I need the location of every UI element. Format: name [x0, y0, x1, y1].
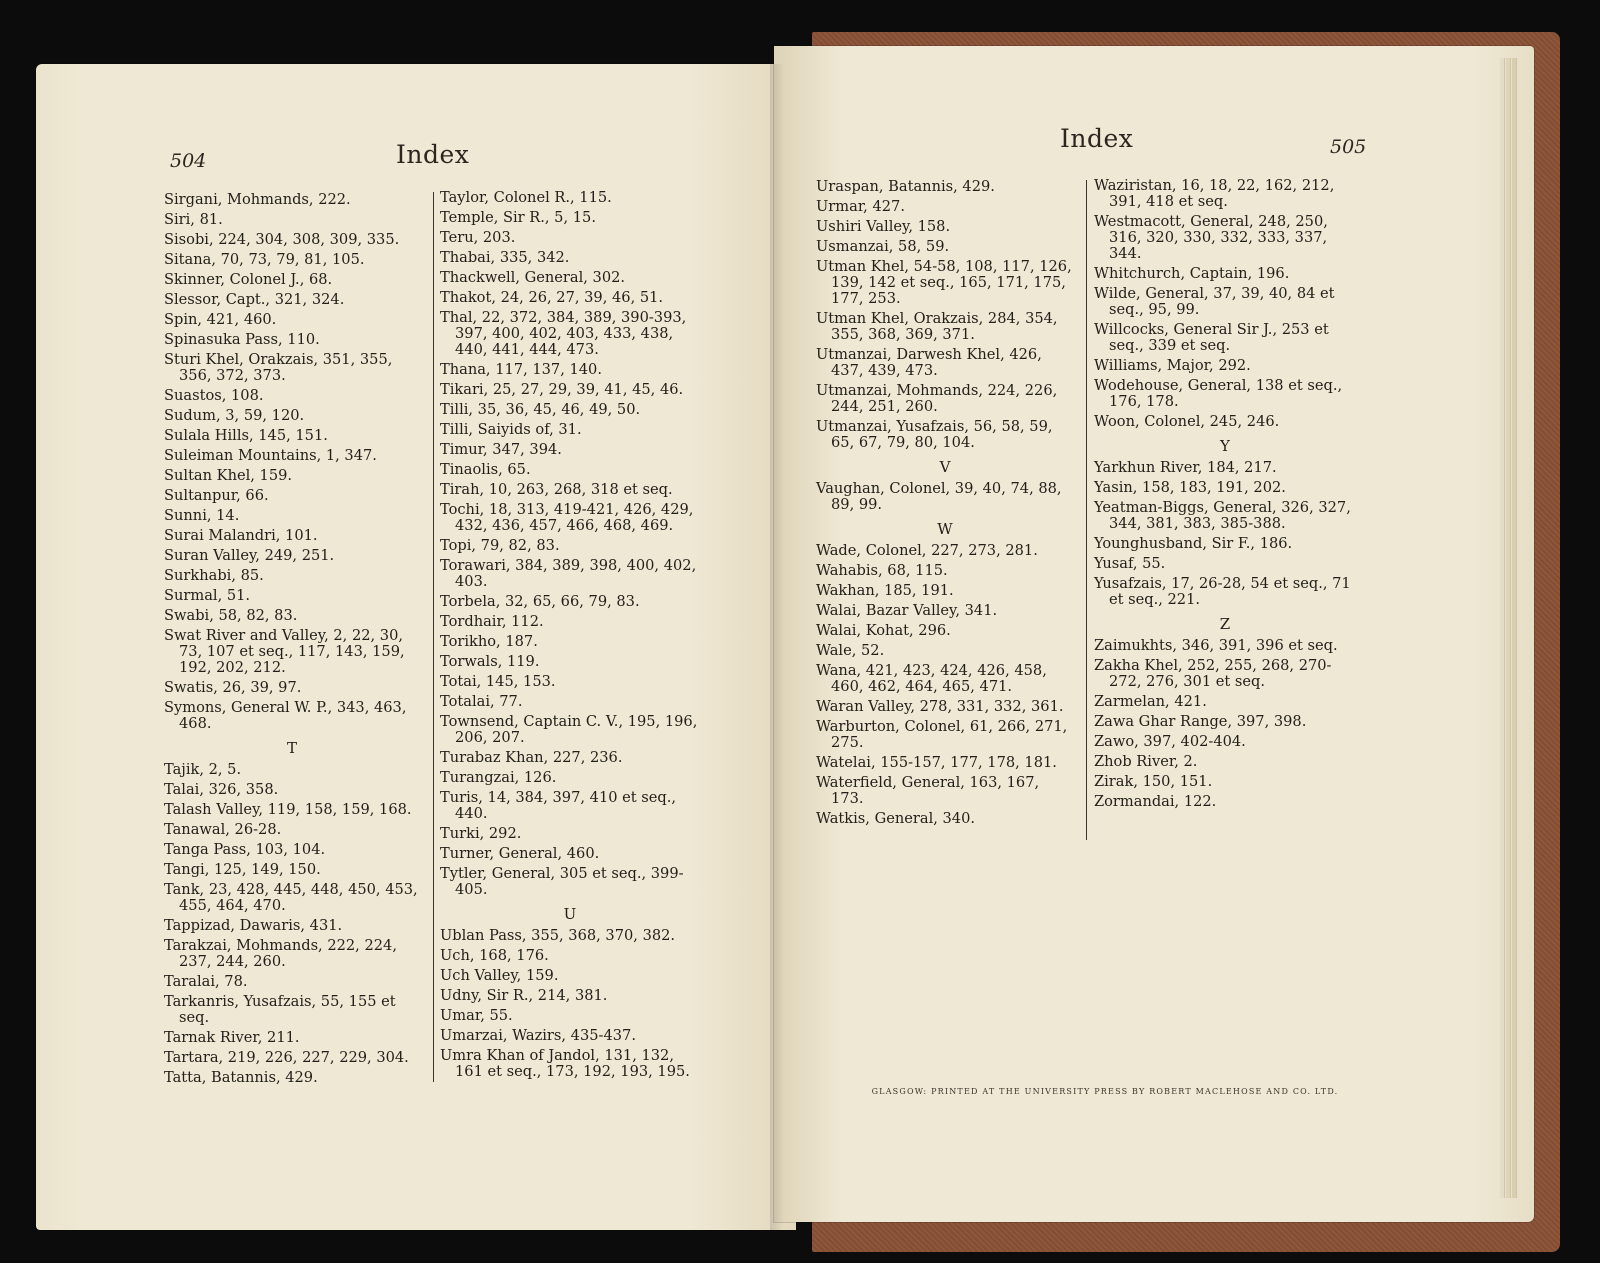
index-entry: Uch, 168, 176.: [440, 947, 549, 964]
index-entry: Sulala Hills, 145, 151.: [164, 427, 328, 444]
index-entry: Talash Valley, 119, 158, 159, 168.: [164, 801, 412, 818]
index-entry: Sisobi, 224, 304, 308, 309, 335.: [164, 231, 400, 248]
index-entry: Umar, 55.: [440, 1007, 513, 1024]
index-entry: Slessor, Capt., 321, 324.: [164, 291, 345, 308]
index-entry: Yusaf, 55.: [1094, 555, 1166, 572]
left-page: [36, 64, 796, 1230]
index-entry: Tatta, Batannis, 429.: [164, 1069, 318, 1086]
index-entry: Zirak, 150, 151.: [1094, 773, 1213, 790]
right-page: [774, 46, 1534, 1222]
index-entry: Sirgani, Mohmands, 222.: [164, 191, 351, 208]
index-entry: Talai, 326, 358.: [164, 781, 279, 798]
page-title-right: Index: [1060, 124, 1134, 153]
index-entry: Willcocks, General Sir J., 253 et seq., 339 et seq.: [1094, 321, 1329, 354]
index-entry: Thackwell, General, 302.: [440, 269, 626, 286]
index-entry: Tytler, General, 305 et seq., 399-405.: [440, 865, 684, 898]
index-entry: Warburton, Colonel, 61, 266, 271, 275.: [816, 718, 1068, 751]
index-entry: Ushiri Valley, 158.: [816, 218, 951, 235]
index-entry: Umra Khan of Jandol, 131, 132, 161 et seq., 173, 192, 193, 195.: [440, 1047, 690, 1080]
index-entry: Zawa Ghar Range, 397, 398.: [1094, 713, 1307, 730]
index-entry: Thal, 22, 372, 384, 389, 390-393, 397, 400, 402, 403, 433, 438, 440, 441, 444, 473.: [440, 309, 687, 358]
index-entry: Tarkanris, Yusafzais, 55, 155 et seq.: [164, 993, 396, 1026]
index-entry: Uch Valley, 159.: [440, 967, 559, 984]
index-entry: Torbela, 32, 65, 66, 79, 83.: [440, 593, 640, 610]
index-entry: Zarmelan, 421.: [1094, 693, 1207, 710]
index-entry: Zhob River, 2.: [1094, 753, 1198, 770]
printer-imprint: GLASGOW: PRINTED AT THE UNIVERSITY PRESS BY ROBERT MACLEHOSE AND CO. LTD.: [871, 1087, 1339, 1096]
index-entry: Symons, General W. P., 343, 463, 468.: [164, 699, 407, 732]
index-entry: Turki, 292.: [440, 825, 522, 842]
index-entry: Younghusband, Sir F., 186.: [1094, 535, 1293, 552]
index-entry: Utman Khel, Orakzais, 284, 354, 355, 368, 369, 371.: [816, 310, 1058, 343]
index-entry: Udny, Sir R., 214, 381.: [440, 987, 608, 1004]
index-entry: Sultan Khel, 159.: [164, 467, 293, 484]
index-entry: Suastos, 108.: [164, 387, 264, 404]
book-gutter: [770, 64, 784, 1230]
page-edge: [1500, 58, 1505, 1198]
index-entry: Temple, Sir R., 5, 15.: [440, 209, 596, 226]
index-entry: Surmal, 51.: [164, 587, 251, 604]
index-entry: Skinner, Colonel J., 68.: [164, 271, 333, 288]
index-entry: Urmar, 427.: [816, 198, 905, 215]
index-entry: Tirah, 10, 263, 268, 318 et seq.: [440, 481, 673, 498]
index-entry: Swatis, 26, 39, 97.: [164, 679, 302, 696]
index-entry: Yarkhun River, 184, 217.: [1094, 459, 1277, 476]
index-entry: Siri, 81.: [164, 211, 223, 228]
index-entry: Zaimukhts, 346, 391, 396 et seq.: [1094, 637, 1338, 654]
index-entry: Torikho, 187.: [440, 633, 538, 650]
index-entry: Turner, General, 460.: [440, 845, 600, 862]
index-entry: Tappizad, Dawaris, 431.: [164, 917, 343, 934]
index-entry: Timur, 347, 394.: [440, 441, 562, 458]
index-entry: Wilde, General, 37, 39, 40, 84 et seq., 95, 99.: [1094, 285, 1335, 318]
column-rule-left: [433, 192, 434, 1082]
index-entry: Tordhair, 112.: [440, 613, 544, 630]
section-letter: U: [563, 905, 577, 923]
index-entry: Utmanzai, Mohmands, 224, 226, 244, 251, 260.: [816, 382, 1058, 415]
index-entry: Tank, 23, 428, 445, 448, 450, 453, 455, 464, 470.: [164, 881, 418, 914]
index-entry: Torawari, 384, 389, 398, 400, 402, 403.: [440, 557, 697, 590]
index-entry: Utman Khel, 54-58, 108, 117, 126, 139, 142 et seq., 165, 171, 175, 177, 253.: [816, 258, 1072, 307]
index-entry: Sturi Khel, Orakzais, 351, 355, 356, 372, 373.: [164, 351, 393, 384]
index-entry: Woon, Colonel, 245, 246.: [1094, 413, 1280, 430]
index-entry: Tinaolis, 65.: [440, 461, 531, 478]
index-entry: Sudum, 3, 59, 120.: [164, 407, 305, 424]
index-entry: Sultanpur, 66.: [164, 487, 269, 504]
index-entry: Tochi, 18, 313, 419-421, 426, 429, 432, 436, 457, 466, 468, 469.: [440, 501, 694, 534]
index-entry: Wodehouse, General, 138 et seq., 176, 178.: [1094, 377, 1343, 410]
index-entry: Tanawal, 26-28.: [164, 821, 282, 838]
section-letter: V: [939, 458, 951, 476]
index-entry: Ublan Pass, 355, 368, 370, 382.: [440, 927, 676, 944]
index-column-left-2: [440, 190, 700, 1084]
index-entry: Tilli, 35, 36, 45, 46, 49, 50.: [440, 401, 641, 418]
index-column-left-1: [164, 192, 420, 1090]
index-entry: Umarzai, Wazirs, 435-437.: [440, 1027, 636, 1044]
index-column-right-1: [816, 179, 1074, 831]
index-entry: Spin, 421, 460.: [164, 311, 277, 328]
index-entry: Westmacott, General, 248, 250, 316, 320, 330, 332, 333, 337, 344.: [1094, 213, 1328, 262]
index-entry: Uraspan, Batannis, 429.: [816, 178, 995, 195]
index-entry: Wade, Colonel, 227, 273, 281.: [816, 542, 1038, 559]
index-entry: Teru, 203.: [440, 229, 516, 246]
index-entry: Topi, 79, 82, 83.: [440, 537, 560, 554]
index-entry: Tilli, Saiyids of, 31.: [440, 421, 582, 438]
index-entry: Tikari, 25, 27, 29, 39, 41, 45, 46.: [440, 381, 684, 398]
index-entry: Suleiman Mountains, 1, 347.: [164, 447, 377, 464]
index-entry: Waterfield, General, 163, 167, 173.: [816, 774, 1040, 807]
index-entry: Suran Valley, 249, 251.: [164, 547, 335, 564]
index-entry: Totai, 145, 153.: [440, 673, 556, 690]
index-entry: Waran Valley, 278, 331, 332, 361.: [816, 698, 1064, 715]
index-entry: Tarakzai, Mohmands, 222, 224, 237, 244, 260.: [164, 937, 397, 970]
index-entry: Turabaz Khan, 227, 236.: [440, 749, 623, 766]
index-entry: Sunni, 14.: [164, 507, 240, 524]
index-entry: Williams, Major, 292.: [1094, 357, 1251, 374]
index-entry: Zakha Khel, 252, 255, 268, 270-272, 276, 301 et seq.: [1094, 657, 1332, 690]
index-entry: Spinasuka Pass, 110.: [164, 331, 320, 348]
index-entry: Tartara, 219, 226, 227, 229, 304.: [164, 1049, 409, 1066]
section-letter: Z: [1219, 615, 1231, 633]
index-entry: Totalai, 77.: [440, 693, 523, 710]
index-entry: Zawo, 397, 402-404.: [1094, 733, 1246, 750]
index-entry: Usmanzai, 58, 59.: [816, 238, 950, 255]
index-entry: Townsend, Captain C. V., 195, 196, 206, 207.: [440, 713, 698, 746]
index-entry: Tarnak River, 211.: [164, 1029, 300, 1046]
index-entry: Thakot, 24, 26, 27, 39, 46, 51.: [440, 289, 664, 306]
index-entry: Watelai, 155-157, 177, 178, 181.: [816, 754, 1057, 771]
index-entry: Watkis, General, 340.: [816, 810, 976, 827]
index-entry: Thana, 117, 137, 140.: [440, 361, 602, 378]
index-entry: Tangi, 125, 149, 150.: [164, 861, 321, 878]
index-entry: Utmanzai, Yusafzais, 56, 58, 59, 65, 67, 79, 80, 104.: [816, 418, 1053, 451]
index-entry: Taralai, 78.: [164, 973, 248, 990]
index-entry: Turis, 14, 384, 397, 410 et seq., 440.: [440, 789, 677, 822]
index-entry: Waziristan, 16, 18, 22, 162, 212, 391, 418 et seq.: [1094, 177, 1335, 210]
index-entry: Zormandai, 122.: [1094, 793, 1217, 810]
index-entry: Walai, Bazar Valley, 341.: [816, 602, 998, 619]
index-entry: Yeatman-Biggs, General, 326, 327, 344, 381, 383, 385-388.: [1094, 499, 1351, 532]
index-entry: Tajik, 2, 5.: [164, 761, 242, 778]
page-number-left: 504: [170, 150, 207, 172]
index-entry: Taylor, Colonel R., 115.: [440, 189, 612, 206]
index-entry: Vaughan, Colonel, 39, 40, 74, 88, 89, 99.: [816, 480, 1062, 513]
section-letter: Y: [1220, 437, 1230, 455]
index-column-right-2: [1094, 178, 1356, 814]
index-entry: Utmanzai, Darwesh Khel, 426, 437, 439, 473.: [816, 346, 1042, 379]
index-entry: Walai, Kohat, 296.: [816, 622, 951, 639]
section-letter: T: [286, 739, 297, 757]
index-entry: Turangzai, 126.: [440, 769, 557, 786]
index-entry: Surai Malandri, 101.: [164, 527, 318, 544]
index-entry: Surkhabi, 85.: [164, 567, 264, 584]
index-entry: Sitana, 70, 73, 79, 81, 105.: [164, 251, 365, 268]
index-entry: Swat River and Valley, 2, 22, 30, 73, 107 et seq., 117, 143, 159, 192, 202, 212.: [164, 627, 405, 676]
section-letter: W: [937, 520, 953, 538]
index-entry: Wana, 421, 423, 424, 426, 458, 460, 462, 464, 465, 471.: [816, 662, 1047, 695]
page-edge: [1512, 58, 1517, 1198]
index-entry: Tanga Pass, 103, 104.: [164, 841, 326, 858]
page-number-right: 505: [1330, 136, 1367, 158]
page-title-left: Index: [396, 140, 470, 169]
index-entry: Torwals, 119.: [440, 653, 540, 670]
index-entry: Wakhan, 185, 191.: [816, 582, 954, 599]
index-entry: Wale, 52.: [816, 642, 885, 659]
column-rule-right: [1086, 180, 1087, 840]
index-entry: Thabai, 335, 342.: [440, 249, 570, 266]
index-entry: Yusafzais, 17, 26-28, 54 et seq., 71 et seq., 221.: [1094, 575, 1351, 608]
index-entry: Yasin, 158, 183, 191, 202.: [1094, 479, 1286, 496]
index-entry: Wahabis, 68, 115.: [816, 562, 948, 579]
index-entry: Whitchurch, Captain, 196.: [1094, 265, 1290, 282]
index-entry: Swabi, 58, 82, 83.: [164, 607, 298, 624]
page-edge: [1506, 58, 1511, 1198]
